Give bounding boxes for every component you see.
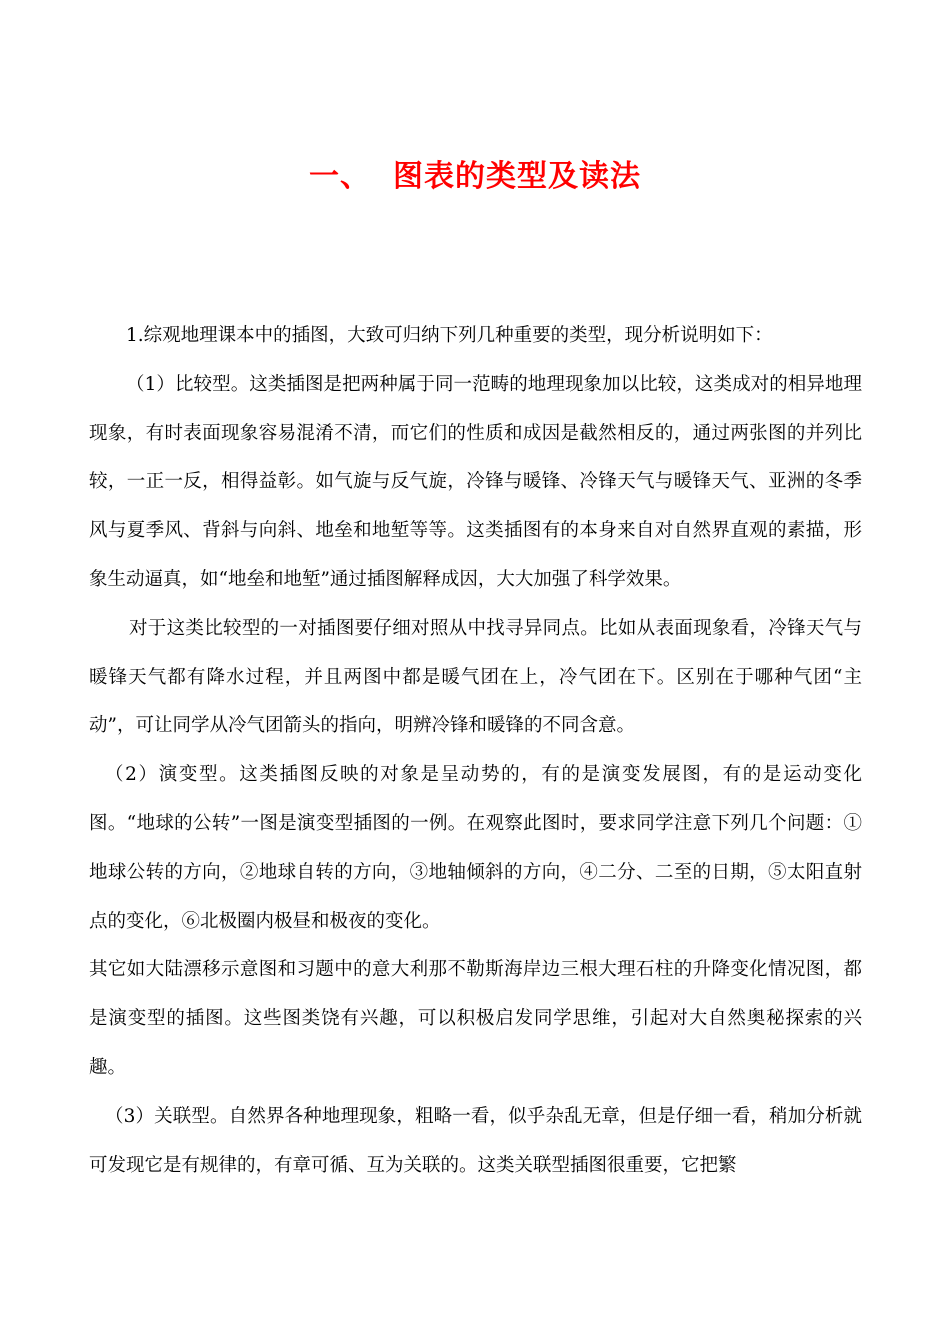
- paragraph-intro: 1.综观地理课本中的插图，大致可归纳下列几种重要的类型，现分析说明如下：: [126, 325, 773, 346]
- paragraph-comparison-type: （1）比较型。这类插图是把两种属于同一范畴的地理现象加以比较，这类成对的相异地理现象，有时表面现象容易混淆不清，而它们的性质和成因是截然相反的，通过两张图的并列比较，一正一反，相得益彰。如气旋与反气旋，冷锋与暖锋、冷锋天气与暖锋天气、亚洲的冬季风与夏季风、背斜与向斜、地垒和地堑等等。这类插图有的本身来自对自然界直观的素描，形象生动逼真，如“地垒和地堑”通过插图解释成因，大大加强了科学效果。: [89, 373, 862, 590]
- paragraph-evolution-examples: 其它如大陆漂移示意图和习题中的意大利那不勒斯海岸边三根大理石柱的升降变化情况图，都是演变型的插图。这些图类饶有兴趣，可以积极启发同学思维，引起对大自然奥秘探索的兴趣。: [89, 959, 862, 1078]
- title-text: 图表的类型及读法: [393, 159, 641, 194]
- paragraph-evolution-type: （2）演变型。这类插图反映的对象是呈动势的，有的是演变发展图，有的是运动变化图。“地球的公转”一图是演变型插图的一例。在观察此图时，要求同学注意下列几个问题：①地球公转的方向，②地球自转的方向，③地轴倾斜的方向，④二分、二至的日期，⑤太阳直射点的变化，⑥北极圈内极昼和极夜的变化。: [89, 764, 862, 932]
- page-title: [0, 152, 950, 202]
- paragraph-comparison-reading: 对于这类比较型的一对插图要仔细对照从中找寻异同点。比如从表面现象看，冷锋天气与暖锋天气都有降水过程，并且两图中都是暖气团在上，冷气团在下。区别在于哪种气团“主动”，可让同学从冷气团箭头的指向，明辨冷锋和暖锋的不同含意。: [89, 617, 862, 737]
- paragraph-association-type: （3）关联型。自然界各种地理现象，粗略一看，似乎杂乱无章，但是仔细一看，稍加分析就可发现它是有规律的，有章可循、互为关联的。这类关联型插图很重要，它把繁: [89, 1105, 862, 1176]
- body-text: [89, 312, 862, 1190]
- title-number: 一、: [309, 159, 371, 194]
